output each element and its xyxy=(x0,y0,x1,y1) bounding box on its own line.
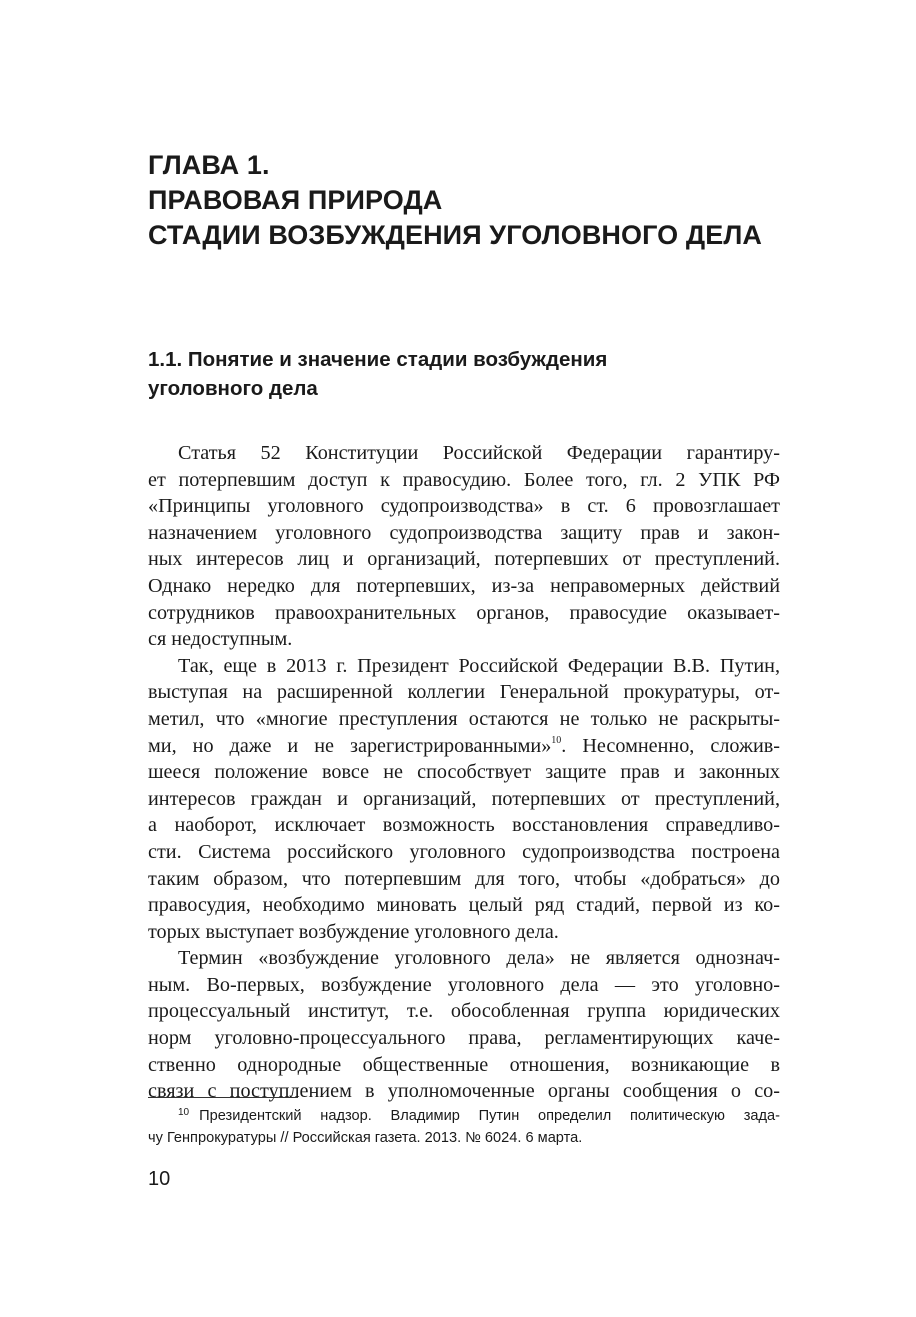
text-line: назначением уголовного судопроизводства защиту прав и закон- xyxy=(148,521,780,544)
text-line: ственно однородные общественные отношения, возникающие в xyxy=(148,1053,780,1076)
paragraph xyxy=(148,653,780,946)
footnote-divider xyxy=(148,1097,298,1098)
footnote-reference[interactable]: 10 xyxy=(551,734,562,746)
footnote-line xyxy=(148,1102,780,1127)
paragraph xyxy=(148,945,780,1105)
footnote-text: Президентский надзор. Владимир Путин определил политическую зада- xyxy=(199,1108,780,1124)
text-fragment: ми, но даже и не зарегистрированными» xyxy=(148,734,552,757)
text-line: «Принципы уголовного судопроизводства» в ст. 6 провозглашает xyxy=(148,495,780,518)
footnote xyxy=(148,1102,780,1149)
section-title-line-1: 1.1. Понятие и значение стадии возбуждения xyxy=(148,348,608,371)
text-line: Однако нередко для потерпевших, из-за неправомерных действий xyxy=(148,574,780,597)
section-title-line-2: уголовного дела xyxy=(148,377,318,400)
text-line: выступая на расширенной коллегии Генеральной прокуратуры, от- xyxy=(148,681,780,704)
text-line: таким образом, что потерпевшим для того, чтобы «добраться» до xyxy=(148,867,780,890)
text-line: ным. Во-первых, возбуждение уголовного дела — это уголовно- xyxy=(148,973,780,996)
footnote-line: чу Генпрокуратуры // Российская газета. 2013. № 6024. 6 марта. xyxy=(148,1130,583,1146)
text-line: торых выступает возбуждение уголовного дела. xyxy=(148,920,559,943)
paragraph xyxy=(148,440,780,653)
text-line: процессуальный институт, т.е. обособленная группа юридических xyxy=(148,1000,780,1023)
text-line: Термин «возбуждение уголовного дела» не является однознач- xyxy=(178,947,780,970)
page-number: 10 xyxy=(148,1168,171,1190)
text-line: шееся положение вовсе не способствует защите прав и законных xyxy=(148,761,780,784)
text-line: сти. Система российского уголовного судопроизводства построена xyxy=(148,840,780,863)
section-title xyxy=(148,345,607,403)
text-fragment: . Несомненно, сложив- xyxy=(561,734,780,757)
footnote-number: 10 xyxy=(178,1107,190,1118)
chapter-title-line-2: СТАДИИ ВОЗБУЖДЕНИЯ УГОЛОВНОГО ДЕЛА xyxy=(148,220,762,250)
chapter-title-line-1: ПРАВОВАЯ ПРИРОДА xyxy=(148,185,443,215)
chapter-number: ГЛАВА 1. xyxy=(148,150,270,180)
text-line: ся недоступным. xyxy=(148,628,293,651)
text-line: а наоборот, исключает возможность восстановления справедливо- xyxy=(148,814,780,837)
text-line: связи с поступлением в уполномоченные органы сообщения о со- xyxy=(148,1080,780,1103)
body-text xyxy=(148,440,780,1105)
chapter-title xyxy=(148,148,762,253)
text-line: правосудия, необходимо миновать целый ряд стадий, первой из ко- xyxy=(148,894,780,917)
text-line: ных интересов лиц и организаций, потерпевших от преступлений. xyxy=(148,548,780,571)
text-line: интересов граждан и организаций, потерпевших от преступлений, xyxy=(148,787,780,810)
text-line: метил, что «многие преступления остаются не только не раскрыты- xyxy=(148,707,780,730)
text-line: норм уголовно-процессуального права, регламентирующих каче- xyxy=(148,1027,780,1050)
text-line-with-footnote xyxy=(148,733,780,760)
text-line: сотрудников правоохранительных органов, правосудие оказывает- xyxy=(148,601,780,624)
text-line: Статья 52 Конституции Российской Федерации гарантиру- xyxy=(178,442,780,464)
text-line: Так, еще в 2013 г. Президент Российской Федерации В.В. Путин, xyxy=(178,654,780,677)
text-line: ет потерпевшим доступ к правосудию. Более того, гл. 2 УПК РФ xyxy=(148,468,780,491)
